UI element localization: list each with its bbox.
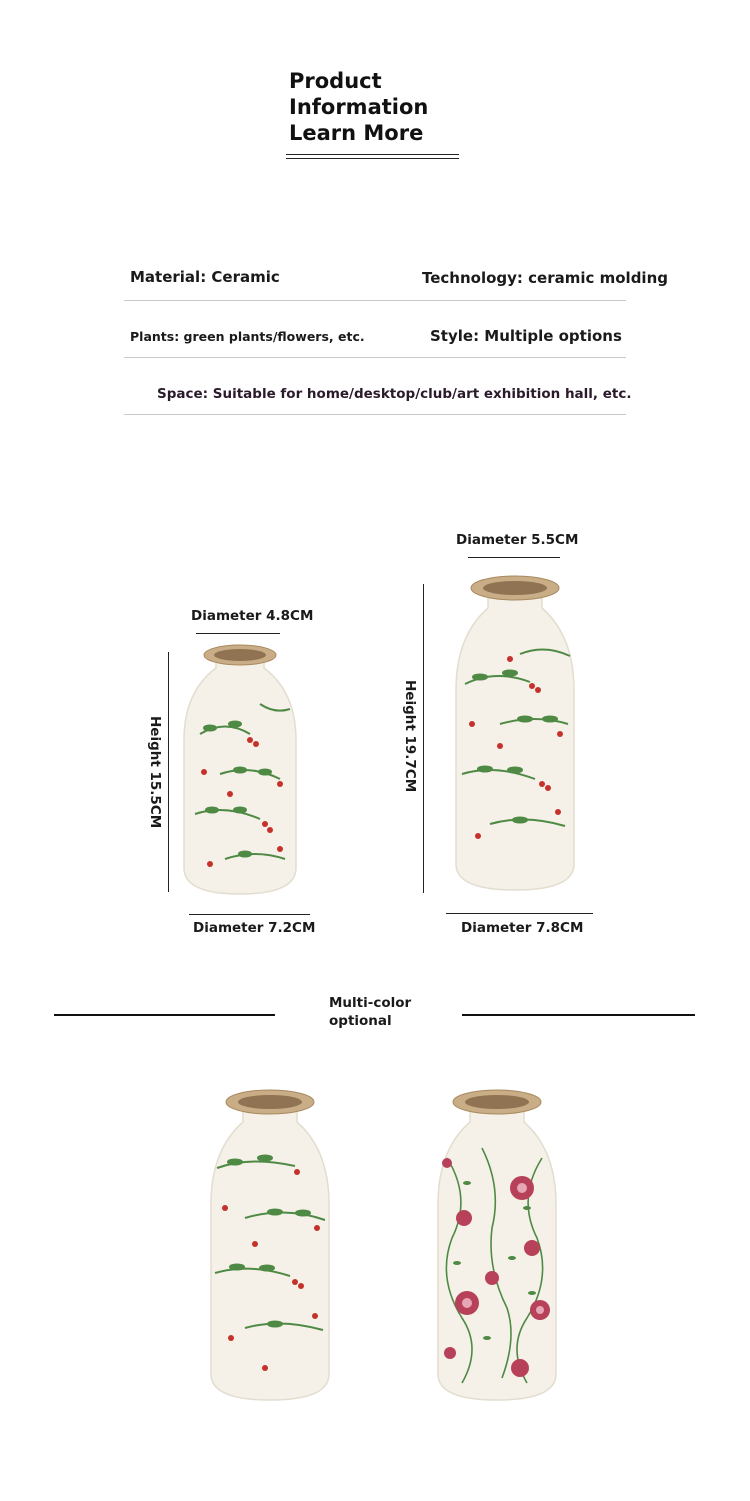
small-vase-height: Height 15.5CM [147, 716, 163, 829]
spec-material: Material: Ceramic [130, 268, 280, 286]
small-vase-top-diameter: Diameter 4.8CM [191, 608, 314, 624]
large-vase-top-diameter: Diameter 5.5CM [456, 532, 579, 548]
rose-pattern-option-image [432, 1088, 562, 1404]
options-line-multicolor: Multi-color [329, 995, 412, 1011]
large-vase-height: Height 19.7CM [402, 680, 418, 793]
berry-pattern-option-image [205, 1088, 335, 1404]
small-vase-bottom-diameter-line [189, 914, 310, 915]
large-vase-top-diameter-line [468, 557, 560, 558]
large-vase-bottom-diameter: Diameter 7.8CM [461, 920, 584, 936]
spec-divider-3 [124, 414, 626, 415]
options-rule-left [54, 1014, 275, 1016]
heading-line-product: Product [289, 69, 382, 93]
options-label [329, 994, 411, 1030]
heading-line-information: Information [289, 95, 429, 119]
large-vase-berry-image [450, 574, 580, 894]
options-line-optional: optional [329, 1013, 392, 1029]
small-vase-height-line [168, 652, 169, 892]
spec-divider-1 [124, 300, 626, 301]
heading-rule-top [286, 154, 459, 155]
small-vase-bottom-diameter: Diameter 7.2CM [193, 920, 316, 936]
spec-technology: Technology: ceramic molding [422, 269, 668, 287]
large-vase-height-line [423, 584, 424, 893]
heading-line-learn-more: Learn More [289, 121, 424, 145]
small-vase-berry-image [180, 644, 300, 898]
spec-plants: Plants: green plants/flowers, etc. [130, 329, 365, 344]
large-vase-bottom-diameter-line [446, 913, 593, 914]
spec-space: Space: Suitable for home/desktop/club/art exhibition hall, etc. [157, 386, 632, 402]
spec-divider-2 [124, 357, 626, 358]
small-vase-top-diameter-line [196, 633, 280, 634]
section-heading [289, 68, 428, 146]
spec-style: Style: Multiple options [430, 327, 622, 345]
heading-rule-bottom [286, 158, 459, 159]
options-rule-right [462, 1014, 695, 1016]
